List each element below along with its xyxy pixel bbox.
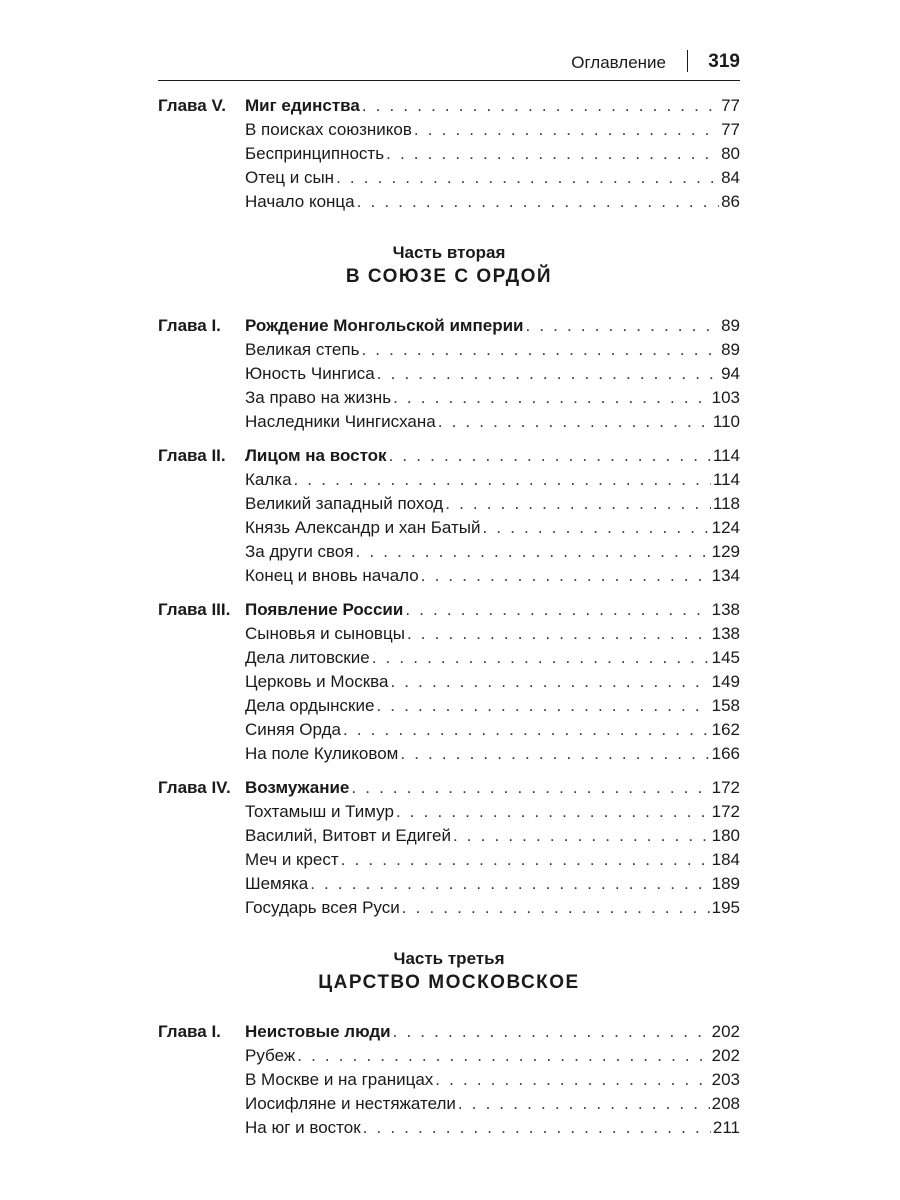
part-heading	[158, 948, 740, 996]
part-heading	[158, 242, 740, 290]
dot-leader	[414, 118, 719, 142]
dot-leader	[402, 896, 710, 920]
entry-title: Великий западный поход	[245, 494, 444, 513]
entry-title: Великая степь	[245, 340, 360, 359]
chapter-entries	[245, 776, 740, 920]
chapter-label: Глава I.	[158, 1022, 221, 1041]
entry-title: Возмужание	[245, 778, 350, 797]
dot-leader	[361, 338, 719, 362]
section-entry[interactable]	[245, 1044, 740, 1068]
entry-page: 84	[721, 168, 740, 187]
entry-title: Шемяка	[245, 874, 309, 893]
section-entry[interactable]	[245, 718, 740, 742]
entry-title: Начало конца	[245, 192, 355, 211]
section-entry[interactable]	[245, 338, 740, 362]
entry-title: Лицом на восток	[245, 446, 387, 465]
entry-page: 110	[712, 412, 740, 431]
dot-leader	[294, 468, 711, 492]
chapter-title-entry[interactable]	[245, 444, 740, 468]
entry-page: 129	[711, 542, 740, 561]
dot-leader	[389, 444, 711, 468]
section-entry[interactable]	[245, 848, 740, 872]
section-entry[interactable]	[245, 564, 740, 588]
entry-page: 166	[711, 744, 740, 763]
chapter-block	[158, 444, 740, 588]
dot-leader	[341, 848, 710, 872]
section-entry[interactable]	[245, 694, 740, 718]
section-entry[interactable]	[245, 540, 740, 564]
chapter-title-entry[interactable]	[245, 314, 740, 338]
chapter-title-entry[interactable]	[245, 776, 740, 800]
entry-title: Сыновья и сыновцы	[245, 624, 405, 643]
chapter-entries	[245, 598, 740, 766]
entry-page: 77	[721, 96, 740, 115]
section-entry[interactable]	[245, 142, 740, 166]
section-entry[interactable]	[245, 468, 740, 492]
chapter-block	[158, 94, 740, 214]
entry-title: Меч и крест	[245, 850, 339, 869]
entry-title: Дела литовские	[245, 648, 370, 667]
entry-page: 184	[711, 850, 740, 869]
entry-title: Юность Чингиса	[245, 364, 375, 383]
section-entry[interactable]	[245, 386, 740, 410]
section-entry[interactable]	[245, 166, 740, 190]
entry-title: Миг единства	[245, 96, 360, 115]
entry-title: Беспринципность	[245, 144, 385, 163]
dot-leader	[421, 564, 710, 588]
dot-leader	[393, 386, 710, 410]
chapter-label: Глава IV.	[158, 778, 231, 797]
section-entry[interactable]	[245, 1092, 740, 1116]
dot-leader	[351, 776, 709, 800]
dot-leader	[297, 1044, 709, 1068]
entry-title: За други своя	[245, 542, 354, 561]
section-entry[interactable]	[245, 362, 740, 386]
chapter-entries	[245, 94, 740, 214]
dot-leader	[343, 718, 710, 742]
entry-page: 118	[712, 494, 740, 513]
entry-page: 80	[721, 144, 740, 163]
entry-title: Синяя Орда	[245, 720, 341, 739]
entry-page: 149	[711, 672, 740, 691]
dot-leader	[356, 540, 710, 564]
entry-page: 138	[711, 600, 740, 619]
section-entry[interactable]	[245, 1116, 740, 1140]
chapter-title-entry[interactable]	[245, 1020, 740, 1044]
entry-title: Калка	[245, 470, 292, 489]
chapter-entries	[245, 444, 740, 588]
section-entry[interactable]	[245, 896, 740, 920]
dot-leader	[363, 1116, 711, 1140]
section-entry[interactable]	[245, 190, 740, 214]
part-title: В СОЮЗЕ С ОРДОЙ	[345, 266, 553, 287]
chapter-block	[158, 598, 740, 766]
entry-page: 145	[711, 648, 740, 667]
entry-page: 208	[711, 1094, 740, 1113]
entry-page: 172	[711, 778, 740, 797]
section-entry[interactable]	[245, 872, 740, 896]
entry-title: Иосифляне и нестяжатели	[245, 1094, 456, 1113]
entry-page: 189	[711, 874, 740, 893]
part-label: Часть третья	[393, 949, 505, 968]
header-separator	[687, 50, 689, 72]
dot-leader	[407, 622, 710, 646]
section-entry[interactable]	[245, 800, 740, 824]
part-label: Часть вторая	[392, 243, 506, 262]
dot-leader	[445, 492, 711, 516]
chapter-entries	[245, 1020, 740, 1140]
entry-page: 114	[712, 470, 740, 489]
dot-leader	[405, 598, 709, 622]
chapter-title-entry[interactable]	[245, 598, 740, 622]
entry-page: 195	[711, 898, 740, 917]
dot-leader	[458, 1092, 710, 1116]
entry-title: Рубеж	[245, 1046, 296, 1065]
header-title: Оглавление	[571, 53, 666, 72]
chapter-label: Глава II.	[158, 446, 226, 465]
entry-title: Отец и сын	[245, 168, 335, 187]
dot-leader	[310, 872, 709, 896]
dot-leader	[400, 742, 709, 766]
dot-leader	[386, 142, 719, 166]
entry-title: Конец и вновь начало	[245, 566, 419, 585]
entry-title: На поле Куликовом	[245, 744, 399, 763]
chapter-label: Глава I.	[158, 316, 221, 335]
entry-title: За право на жизнь	[245, 388, 392, 407]
dot-leader	[362, 94, 719, 118]
part-title: ЦАРСТВО МОСКОВСКОЕ	[318, 972, 580, 993]
dot-leader	[393, 1020, 710, 1044]
entry-page: 86	[721, 192, 740, 211]
section-entry[interactable]	[245, 492, 740, 516]
entry-title: Наследники Чингисхана	[245, 412, 436, 431]
entry-title: Появление России	[245, 600, 404, 619]
section-entry[interactable]	[245, 670, 740, 694]
section-entry[interactable]	[245, 742, 740, 766]
section-entry[interactable]	[245, 1068, 740, 1092]
entry-title: Князь Александр и хан Батый	[245, 518, 481, 537]
entry-page: 202	[711, 1046, 740, 1065]
entry-page: 211	[712, 1118, 740, 1137]
dot-leader	[453, 824, 710, 848]
dot-leader	[357, 190, 719, 214]
entry-page: 134	[711, 566, 740, 585]
entry-page: 114	[712, 446, 740, 465]
entry-title: В поисках союзников	[245, 120, 412, 139]
entry-title: В Москве и на границах	[245, 1070, 434, 1089]
entry-page: 203	[711, 1070, 740, 1089]
entry-page: 103	[711, 388, 740, 407]
entry-title: Неистовые люди	[245, 1022, 391, 1041]
entry-title: Тохтамыш и Тимур	[245, 802, 394, 821]
section-entry[interactable]	[245, 622, 740, 646]
section-entry[interactable]	[245, 118, 740, 142]
dot-leader	[372, 646, 710, 670]
chapter-block	[158, 314, 740, 434]
chapter-block	[158, 776, 740, 920]
chapter-label: Глава III.	[158, 600, 231, 619]
section-entry[interactable]	[245, 516, 740, 540]
dot-leader	[435, 1068, 709, 1092]
chapter-block	[158, 1020, 740, 1140]
entry-title: Дела ордынские	[245, 696, 375, 715]
dot-leader	[396, 800, 710, 824]
entry-page: 158	[711, 696, 740, 715]
section-entry[interactable]	[245, 824, 740, 848]
dot-leader	[525, 314, 719, 338]
dot-leader	[390, 670, 709, 694]
entry-title: На юг и восток	[245, 1118, 361, 1137]
entry-page: 124	[711, 518, 740, 537]
chapter-entries	[245, 314, 740, 434]
entry-page: 77	[721, 120, 740, 139]
running-header	[158, 44, 740, 81]
entry-page: 172	[711, 802, 740, 821]
table-of-contents	[158, 94, 740, 1150]
dot-leader	[376, 694, 709, 718]
section-entry[interactable]	[245, 646, 740, 670]
entry-title: Василий, Витовт и Едигей	[245, 826, 451, 845]
chapter-title-entry[interactable]	[245, 94, 740, 118]
dot-leader	[336, 166, 719, 190]
entry-page: 89	[721, 340, 740, 359]
entry-page: 94	[721, 364, 740, 383]
entry-page: 202	[711, 1022, 740, 1041]
entry-title: Церковь и Москва	[245, 672, 389, 691]
dot-leader	[438, 410, 711, 434]
entry-page: 180	[711, 826, 740, 845]
dot-leader	[377, 362, 719, 386]
entry-title: Рождение Монгольской империи	[245, 316, 524, 335]
dot-leader	[483, 516, 710, 540]
entry-title: Государь всея Руси	[245, 898, 400, 917]
entry-page: 138	[711, 624, 740, 643]
section-entry[interactable]	[245, 410, 740, 434]
entry-page: 162	[711, 720, 740, 739]
entry-page: 89	[721, 316, 740, 335]
chapter-label: Глава V.	[158, 96, 226, 115]
page-number: 319	[708, 51, 740, 72]
